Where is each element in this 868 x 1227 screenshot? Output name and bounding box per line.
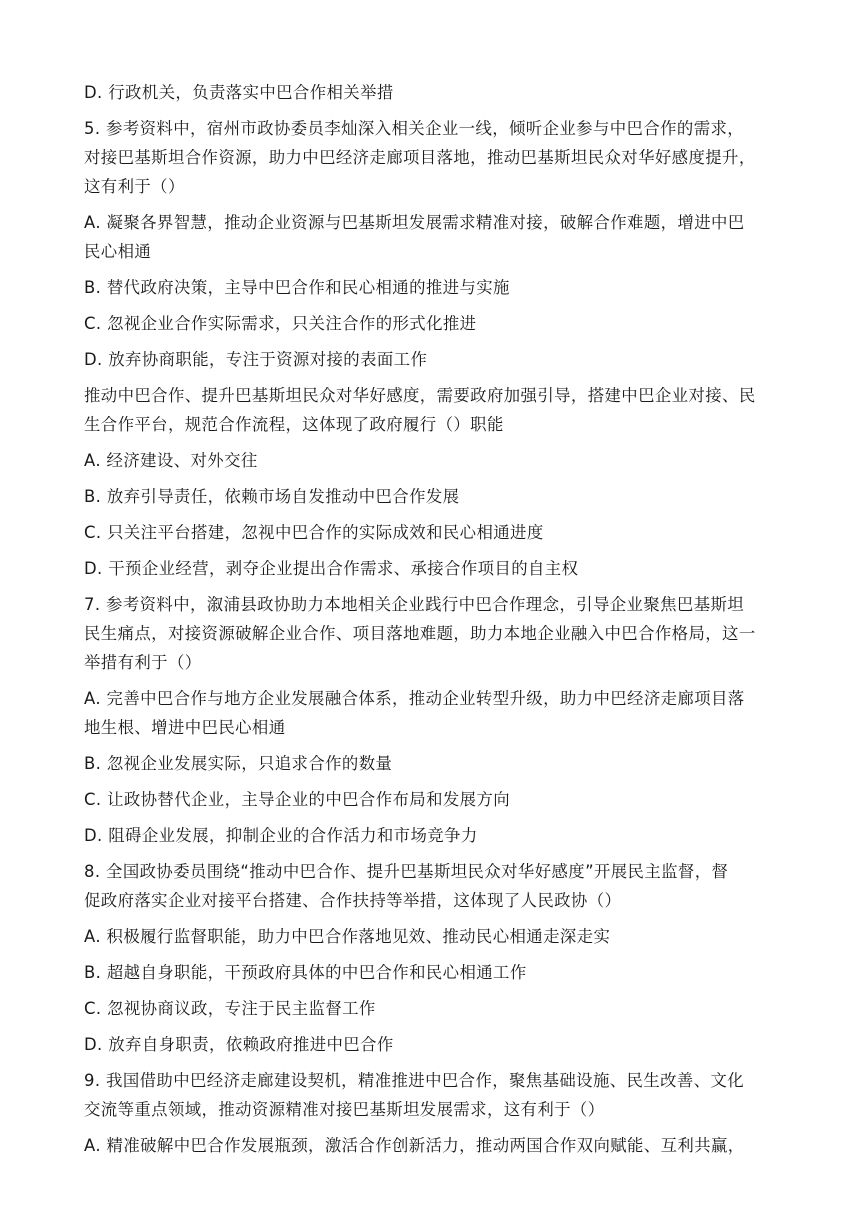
text-line: D. 放弃自身职责，依赖政府推进中巴合作: [84, 1035, 394, 1054]
option-c: [84, 518, 790, 547]
option-c: [84, 994, 790, 1023]
option-d: [84, 554, 790, 583]
text-line: 7. 参考资料中，溆浦县政协助力本地相关企业践行中巴合作理念，引导企业聚焦巴基斯坦: [84, 595, 745, 614]
text-line: D. 阻碍企业发展，抑制企业的合作活力和市场竞争力: [84, 826, 478, 845]
text-line: B. 替代政府决策，主导中巴合作和民心相通的推进与实施: [84, 278, 510, 297]
option-a: [84, 208, 790, 266]
text-line: 民生痛点，对接资源破解企业合作、项目落地难题，助力本地企业融入中巴合作格局，这一: [84, 624, 756, 643]
question-9: [84, 1066, 790, 1124]
text-line: B. 忽视企业发展实际，只追求合作的数量: [84, 754, 393, 773]
question-6: [84, 381, 790, 439]
text-line: 推动中巴合作、提升巴基斯坦民众对华好感度，需要政府加强引导，搭建中巴企业对接、民: [84, 386, 756, 405]
text-line: 地生根、增进中巴民心相通: [84, 718, 286, 737]
option-b: [84, 958, 790, 987]
text-line: D. 放弃协商职能，专注于资源对接的表面工作: [84, 350, 428, 369]
text-line: D. 行政机关，负责落实中巴合作相关举措: [84, 83, 394, 102]
option-a: [84, 1131, 790, 1160]
text-line: A. 积极履行监督职能，助力中巴合作落地见效、推动民心相通走深走实: [84, 927, 611, 946]
question-7: [84, 590, 790, 677]
text-line: 对接巴基斯坦合作资源，助力中巴经济走廊项目落地，推动巴基斯坦民众对华好感度提升，: [84, 148, 756, 167]
question-8: [84, 857, 790, 915]
option-c: [84, 309, 790, 338]
text-line: A. 经济建设、对外交往: [84, 451, 258, 470]
text-line: 生合作平台，规范合作流程，这体现了政府履行（）职能: [84, 415, 504, 434]
question-5: [84, 114, 790, 201]
text-line: 9. 我国借助中巴经济走廊建设契机，精准推进中巴合作，聚焦基础设施、民生改善、文化: [84, 1071, 745, 1090]
text-line: D. 干预企业经营，剥夺企业提出合作需求、承接合作项目的自主权: [84, 559, 579, 578]
option-a: [84, 446, 790, 475]
option-d: [84, 1030, 790, 1059]
option-b: [84, 273, 790, 302]
option-a: [84, 922, 790, 951]
option-b: [84, 482, 790, 511]
text-line: 8. 全国政协委员围绕“推动中巴合作、提升巴基斯坦民众对华好感度”开展民主监督，督: [84, 862, 729, 881]
text-line: A. 完善中巴合作与地方企业发展融合体系，推动企业转型升级，助力中巴经济走廊项目落: [84, 689, 745, 708]
text-line: B. 超越自身职能，干预政府具体的中巴合作和民心相通工作: [84, 963, 527, 982]
option-d: [84, 821, 790, 850]
text-line: A. 精准破解中巴合作发展瓶颈，激活合作创新活力，推动两国合作双向赋能、互利共赢，: [84, 1136, 745, 1155]
option-a: [84, 684, 790, 742]
text-line: B. 放弃引导责任，依赖市场自发推动中巴合作发展: [84, 487, 460, 506]
text-line: 5. 参考资料中，宿州市政协委员李灿深入相关企业一线，倾听企业参与中巴合作的需求，: [84, 119, 745, 138]
text-line: C. 让政协替代企业，主导企业的中巴合作布局和发展方向: [84, 790, 511, 809]
option-d: [84, 345, 790, 374]
text-line: 举措有利于（）: [84, 653, 202, 672]
text-line: C. 只关注平台搭建，忽视中巴合作的实际成效和民心相通进度: [84, 523, 544, 542]
text-line: A. 凝聚各界智慧，推动企业资源与巴基斯坦发展需求精准对接，破解合作难题，增进中巴: [84, 213, 745, 232]
option-d: [84, 78, 790, 107]
text-line: 促政府落实企业对接平台搭建、合作扶持等举措，这体现了人民政协（）: [84, 891, 622, 910]
text-line: C. 忽视企业合作实际需求，只关注合作的形式化推进: [84, 314, 477, 333]
text-line: 交流等重点领域，推动资源精准对接巴基斯坦发展需求，这有利于（）: [84, 1100, 605, 1119]
text-line: C. 忽视协商议政，专注于民主监督工作: [84, 999, 376, 1018]
document-page: [84, 78, 790, 1167]
option-b: [84, 749, 790, 778]
option-c: [84, 785, 790, 814]
text-line: 民心相通: [84, 242, 152, 261]
text-line: 这有利于（）: [84, 177, 185, 196]
